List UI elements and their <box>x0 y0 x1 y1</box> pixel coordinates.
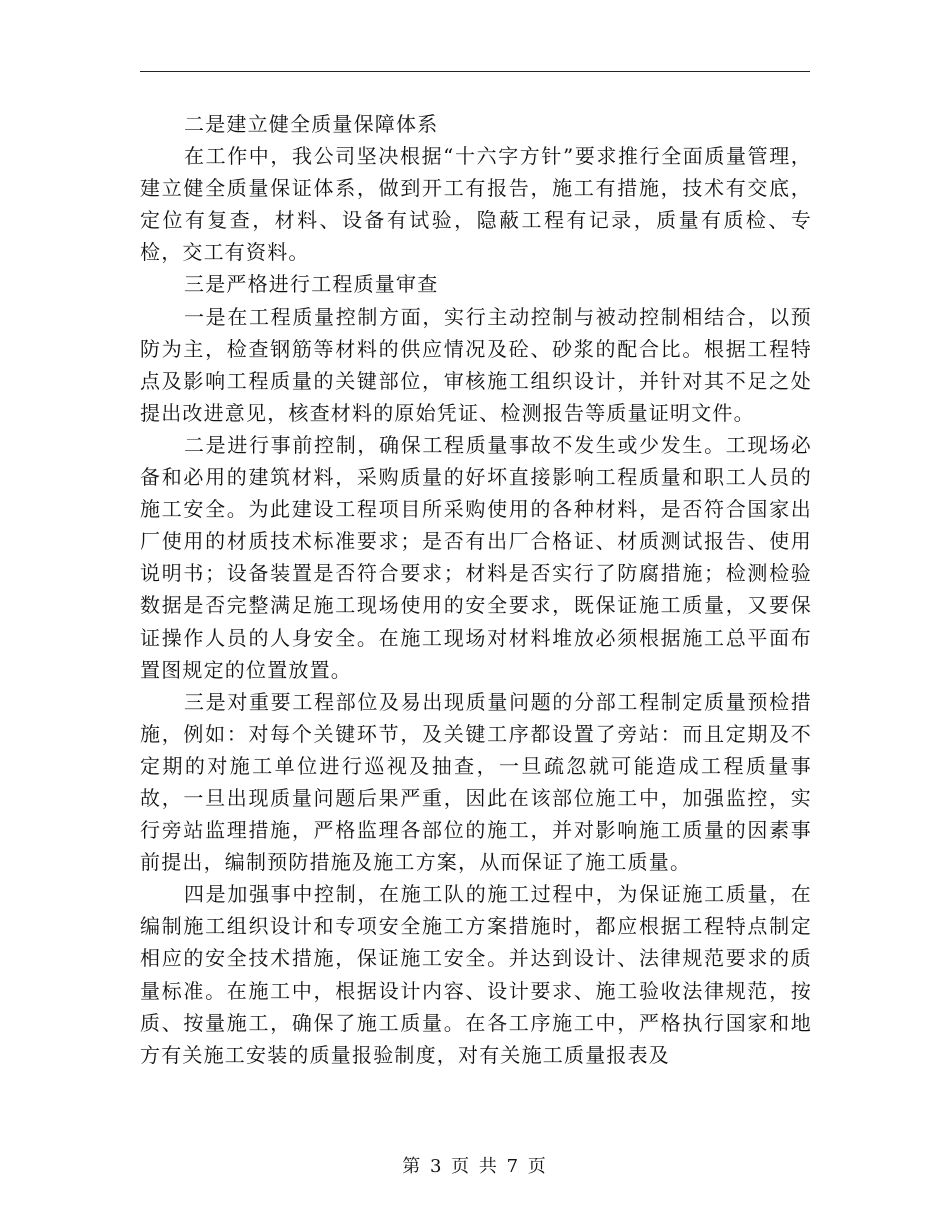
body-paragraph: 三是对重要工程部位及易出现质量问题的分部工程制定质量预检措施，例如：对每个关键环节，及关键工序都设置了旁站：而且定期及不定期的对施工单位进行巡视及抽查，一旦疏忽就可能造成工程质量事故，一旦出现质量问题后果严重，因此在该部位施工中，加强监控，实行旁站监理措施，严格监理各部位的施工，并对影响施工质量的因素事前提出，编制预防措施及施工方案，从而保证了施工质量。 <box>140 689 812 875</box>
page-footer <box>0 1152 950 1178</box>
section-heading: 二是建立健全质量保障体系 <box>184 112 439 136</box>
section-heading: 三是严格进行工程质量审查 <box>184 272 439 297</box>
document-body <box>140 108 812 1071</box>
body-paragraph: 一是在工程质量控制方面，实行主动控制与被动控制相结合，以预防为主，检查钢筋等材料的供应情况及砼、砂浆的配合比。根据工程特点及影响工程质量的关键部位，审核施工组织设计，并针对其不足之处提出改进意见，核查材料的原始凭证、检测报告等质量证明文件。 <box>140 304 812 425</box>
body-paragraph: 在工作中，我公司坚决根据“十六字方针”要求推行全面质量管理，建立健全质量保证体系，做到开工有报告，施工有措施，技术有交底，定位有复查，材料、设备有试验，隐蔽工程有记录，质量有质检、专检，交工有资料。 <box>140 144 812 265</box>
page-number: 第 3 页 共 7 页 <box>402 1156 548 1177</box>
body-paragraph: 四是加强事中控制，在施工队的施工过程中，为保证施工质量，在编制施工组织设计和专项安全施工方案措施时，都应根据工程特点制定相应的安全技术措施，保证施工安全。并达到设计、法律规范要求的质量标准。在施工中，根据设计内容、设计要求、施工验收法律规范，按质、按量施工，确保了施工质量。在各工序施工中，严格执行国家和地方有关施工安装的质量报验制度，对有关施工质量报表及 <box>140 882 812 1067</box>
body-paragraph: 二是进行事前控制，确保工程质量事故不发生或少发生。工现场必备和必用的建筑材料，采购质量的好坏直接影响工程质量和职工人员的施工安全。为此建设工程项目所采购使用的各种材料，是否符合国家出厂使用的材质技术标准要求；是否有出厂合格证、材质测试报告、使用说明书；设备装置是否符合要求；材料是否实行了防腐措施；检测检验数据是否完整满足施工现场使用的安全要求，既保证施工质量，又要保证操作人员的人身安全。在施工现场对材料堆放必须根据施工总平面布置图规定的位置放置。 <box>140 432 812 682</box>
header-rule <box>140 71 810 72</box>
